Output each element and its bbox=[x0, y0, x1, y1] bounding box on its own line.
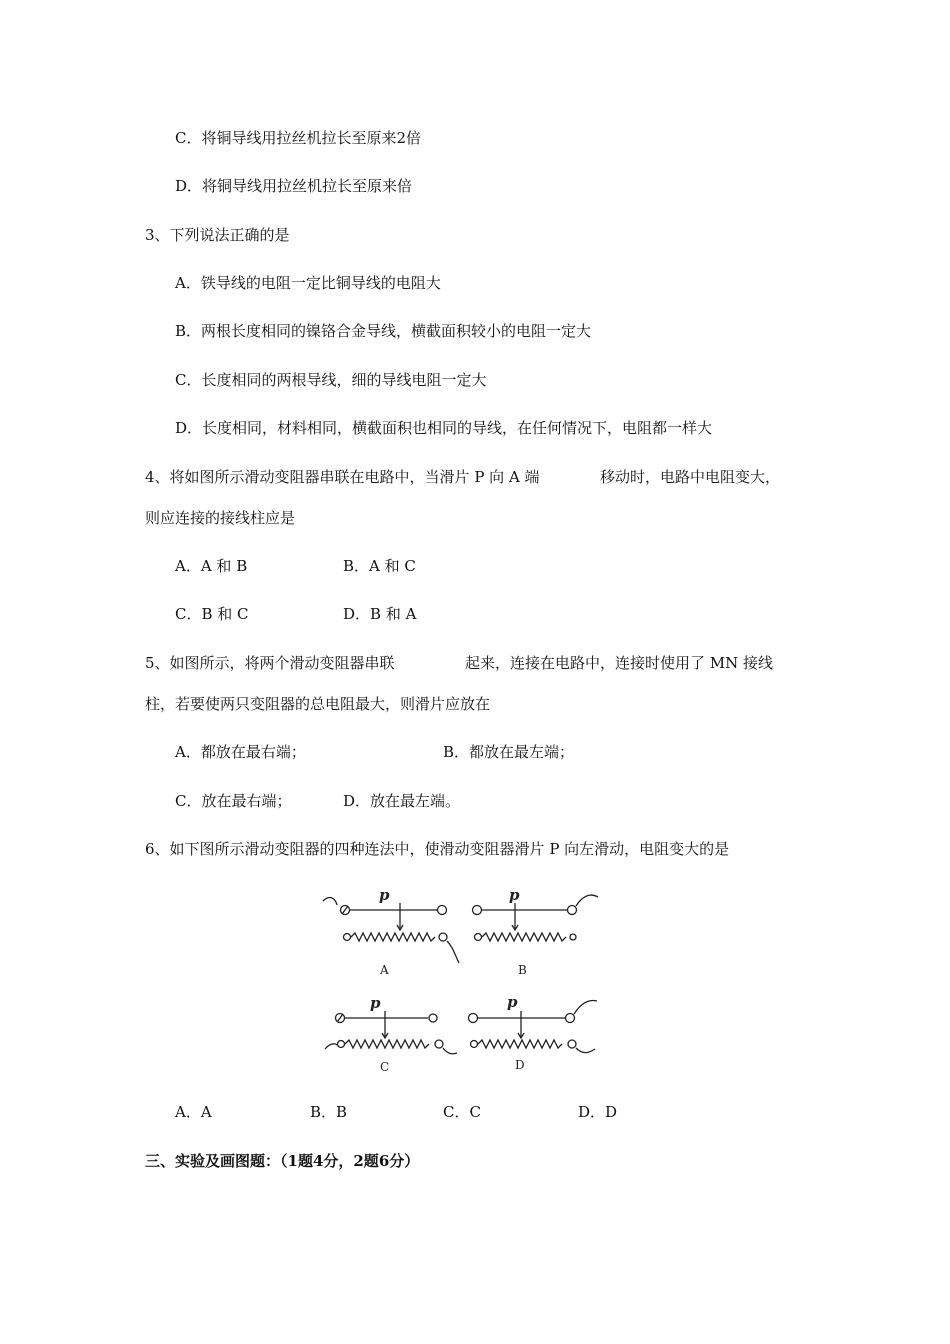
section-3-heading: 三、实验及画图题：（1题4分，2题6分） bbox=[145, 1152, 420, 1170]
q6-option-b: B．B bbox=[310, 1103, 348, 1121]
diagram-label-b: B bbox=[518, 963, 527, 977]
q3-option-c: C．长度相同的两根导线，细的导线电阻一定大 bbox=[175, 371, 487, 389]
diagram-a bbox=[323, 898, 459, 963]
q3-option-b: B．两根长度相同的镍铬合金导线，横截面积较小的电阻一定大 bbox=[175, 322, 592, 340]
q6-option-c: C．C bbox=[443, 1103, 481, 1121]
diagram-label-c: C bbox=[380, 1060, 390, 1074]
q4-option-c: C．B 和 C bbox=[175, 605, 249, 623]
slider-label-d: p bbox=[507, 993, 518, 1011]
slider-label-c: p bbox=[370, 994, 381, 1012]
q3-stem: 3、下列说法正确的是 bbox=[145, 226, 290, 244]
q5-option-a: A．都放在最右端； bbox=[175, 743, 306, 761]
q4-stem-line2: 则应连接的接线柱应是 bbox=[145, 509, 296, 527]
q5-option-d: D．放在最左端。 bbox=[343, 792, 461, 810]
q4-option-d: D．B 和 A bbox=[343, 605, 417, 623]
q3-option-a: A．铁导线的电阻一定比铜导线的电阻大 bbox=[175, 274, 441, 292]
q4-option-a: A．A 和 B bbox=[175, 557, 248, 575]
q5-option-c: C．放在最右端； bbox=[175, 792, 292, 810]
slider-label-b: p bbox=[509, 886, 520, 904]
q4-option-b: B．A 和 C bbox=[343, 557, 416, 575]
q5-option-b: B．都放在最左端； bbox=[443, 743, 575, 761]
diagram-c bbox=[325, 1011, 457, 1054]
diagram-label-a: A bbox=[380, 963, 389, 977]
q2-option-d: D．将铜导线用拉丝机拉长至原来倍 bbox=[175, 177, 413, 195]
q6-option-d: D．D bbox=[578, 1103, 618, 1121]
q4-stem-part2: 移动时，电路中电阻变大， bbox=[600, 468, 781, 486]
diagram-d bbox=[469, 1001, 598, 1053]
slider-label-a: p bbox=[379, 886, 390, 904]
diagram-b bbox=[473, 895, 599, 941]
q6-option-a: A．A bbox=[175, 1103, 212, 1121]
q5-stem-part1: 5、如图所示，将两个滑动变阻器串联 bbox=[145, 654, 395, 672]
rheostat-figure bbox=[315, 885, 610, 1080]
q5-stem-part2: 起来，连接在电路中，连接时使用了 MN 接线 bbox=[465, 654, 774, 672]
q5-stem-line2: 柱，若要使两只变阻器的总电阻最大，则滑片应放在 bbox=[145, 695, 491, 713]
q2-option-c: C．将铜导线用拉丝机拉长至原来2倍 bbox=[175, 129, 422, 147]
diagram-label-d: D bbox=[515, 1058, 525, 1072]
q3-option-d: D．长度相同，材料相同，横截面积也相同的导线，在任何情况下，电阻都一样大 bbox=[175, 419, 713, 437]
q6-stem: 6、如下图所示滑动变阻器的四种连法中，使滑动变阻器滑片 P 向左滑动，电阻变大的是 bbox=[145, 840, 730, 858]
q4-stem-part1: 4、将如图所示滑动变阻器串联在电路中，当滑片 P 向 A 端 bbox=[145, 468, 540, 486]
